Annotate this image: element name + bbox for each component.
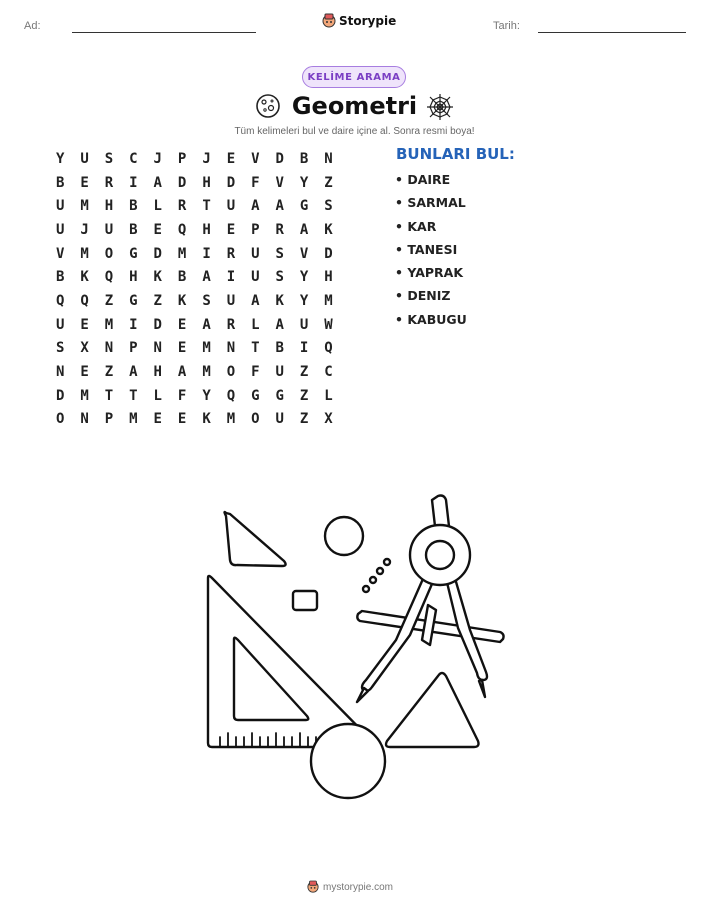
grid-cell[interactable]: A: [275, 198, 284, 215]
grid-cell[interactable]: X: [80, 340, 89, 357]
grid-cell[interactable]: U: [55, 221, 65, 238]
grid-cell[interactable]: E: [226, 221, 236, 238]
grid-cell[interactable]: U: [275, 364, 284, 381]
grid-cell[interactable]: C: [129, 150, 138, 167]
grid-cell[interactable]: Q: [80, 292, 89, 309]
grid-cell[interactable]: U: [226, 292, 236, 309]
grid-cell[interactable]: I: [299, 340, 309, 357]
grid-cell[interactable]: S: [275, 269, 284, 286]
grid-cell[interactable]: K: [275, 292, 284, 309]
grid-cell[interactable]: N: [153, 340, 162, 357]
grid-cell[interactable]: A: [202, 269, 211, 286]
word-list-item: • YAPRAK: [395, 263, 467, 286]
grid-cell[interactable]: K: [202, 411, 211, 428]
word-list-item: • KAR: [395, 217, 467, 240]
grid-cell[interactable]: B: [55, 174, 65, 191]
name-line[interactable]: [72, 32, 256, 33]
grid-cell[interactable]: D: [55, 387, 65, 404]
grid-cell[interactable]: Z: [299, 387, 309, 404]
grid-cell[interactable]: E: [80, 174, 89, 191]
grid-cell[interactable]: C: [324, 364, 333, 381]
grid-cell[interactable]: N: [324, 150, 333, 167]
instructions: Tüm kelimeleri bul ve daire içine al. Sonra resmi boya!: [234, 126, 475, 137]
grid-cell[interactable]: E: [153, 221, 162, 238]
grid-cell[interactable]: K: [177, 292, 187, 309]
grid-cell[interactable]: M: [226, 411, 236, 428]
geometry-tools-coloring-image[interactable]: [200, 490, 510, 805]
grid-cell[interactable]: S: [324, 198, 333, 215]
grid-cell[interactable]: V: [299, 245, 309, 262]
grid-cell[interactable]: S: [202, 292, 211, 309]
grid-cell[interactable]: B: [129, 198, 138, 215]
grid-cell[interactable]: O: [104, 245, 114, 262]
grid-cell[interactable]: B: [177, 269, 187, 286]
spiderweb-icon: [426, 93, 454, 121]
word-search-grid[interactable]: [48, 147, 341, 431]
grid-cell[interactable]: I: [129, 174, 138, 191]
grid-cell[interactable]: G: [251, 387, 260, 404]
grid-cell[interactable]: K: [153, 269, 162, 286]
grid-cell[interactable]: J: [202, 150, 211, 167]
grid-cell[interactable]: T: [129, 387, 138, 404]
grid-cell[interactable]: F: [251, 174, 260, 191]
grid-cell[interactable]: B: [129, 221, 138, 238]
large-circle-shape: [311, 724, 385, 798]
grid-cell[interactable]: L: [153, 387, 162, 404]
grid-cell[interactable]: M: [80, 245, 89, 262]
logo-text: Storypie: [339, 14, 397, 28]
grid-cell[interactable]: V: [275, 174, 284, 191]
grid-cell[interactable]: Q: [177, 221, 187, 238]
grid-cell[interactable]: N: [226, 340, 236, 357]
grid-cell[interactable]: E: [177, 316, 187, 333]
grid-cell[interactable]: H: [202, 174, 211, 191]
grid-cell[interactable]: L: [251, 316, 260, 333]
grid-cell[interactable]: D: [226, 174, 236, 191]
grid-cell[interactable]: M: [202, 340, 211, 357]
grid-cell[interactable]: Z: [299, 364, 309, 381]
grid-cell[interactable]: T: [104, 387, 114, 404]
small-circle-shape: [325, 517, 363, 555]
triangle-shape: [386, 673, 479, 747]
grid-cell[interactable]: D: [153, 316, 162, 333]
grid-cell[interactable]: B: [299, 150, 309, 167]
grid-cell[interactable]: H: [202, 221, 211, 238]
grid-cell[interactable]: D: [275, 150, 284, 167]
word-list-item: • DAIRE: [395, 170, 467, 193]
word-list-item: • SARMAL: [395, 193, 467, 216]
grid-cell[interactable]: Y: [55, 150, 65, 167]
grid-cell[interactable]: M: [129, 411, 138, 428]
grid-cell[interactable]: P: [104, 411, 114, 428]
grid-cell[interactable]: J: [80, 221, 89, 238]
small-triangle-shape: [225, 512, 286, 566]
grid-cell[interactable]: N: [104, 340, 114, 357]
grid-cell[interactable]: H: [104, 198, 114, 215]
grid-cell[interactable]: I: [226, 269, 236, 286]
grid-cell[interactable]: R: [226, 316, 236, 333]
grid-cell[interactable]: R: [226, 245, 236, 262]
grid-cell[interactable]: Z: [104, 364, 114, 381]
grid-cell[interactable]: A: [275, 316, 284, 333]
grid-cell[interactable]: H: [324, 269, 333, 286]
grid-cell[interactable]: Y: [299, 292, 309, 309]
grid-cell[interactable]: U: [104, 221, 114, 238]
grid-cell[interactable]: Y: [202, 387, 211, 404]
grid-cell[interactable]: M: [80, 198, 89, 215]
grid-cell[interactable]: R: [275, 221, 284, 238]
grid-cell[interactable]: A: [251, 292, 260, 309]
set-square-ruler: [208, 576, 373, 747]
grid-cell[interactable]: Y: [299, 174, 309, 191]
storypie-mascot-icon: [322, 13, 336, 29]
grid-cell[interactable]: I: [129, 316, 138, 333]
word-list-item: • DENIZ: [395, 286, 467, 309]
page-title: Geometri: [291, 92, 418, 120]
grid-cell[interactable]: N: [80, 411, 89, 428]
grid-cell[interactable]: I: [202, 245, 211, 262]
grid-cell[interactable]: M: [104, 316, 114, 333]
grid-cell[interactable]: U: [251, 245, 260, 262]
word-list-item: • TANESI: [395, 240, 467, 263]
grid-cell[interactable]: D: [324, 245, 333, 262]
grid-cell[interactable]: Y: [299, 269, 309, 286]
grid-cell[interactable]: E: [153, 411, 162, 428]
grid-cell[interactable]: M: [177, 245, 187, 262]
grid-cell[interactable]: Z: [324, 174, 333, 191]
date-label: Tarih:: [493, 20, 520, 32]
grid-cell[interactable]: F: [251, 364, 260, 381]
grid-cell[interactable]: T: [251, 340, 260, 357]
grid-cell[interactable]: M: [80, 387, 89, 404]
grid-cell[interactable]: K: [80, 269, 89, 286]
grid-cell[interactable]: E: [80, 316, 89, 333]
grid-cell[interactable]: K: [324, 221, 333, 238]
grid-cell[interactable]: U: [251, 269, 260, 286]
grid-cell[interactable]: A: [202, 316, 211, 333]
grid-cell[interactable]: Z: [299, 411, 309, 428]
grid-cell[interactable]: S: [104, 150, 114, 167]
grid-cell[interactable]: A: [153, 174, 162, 191]
grid-cell[interactable]: E: [226, 150, 236, 167]
footer: [307, 880, 393, 894]
grid-cell[interactable]: M: [324, 292, 333, 309]
grid-cell[interactable]: N: [55, 364, 65, 381]
grid-cell[interactable]: P: [177, 150, 187, 167]
word-list-item: • KABUGU: [395, 310, 467, 333]
grid-cell[interactable]: L: [324, 387, 333, 404]
grid-cell[interactable]: A: [177, 364, 187, 381]
grid-cell[interactable]: G: [129, 245, 138, 262]
grid-cell[interactable]: V: [55, 245, 65, 262]
name-label: Ad:: [24, 20, 41, 32]
grid-cell[interactable]: Z: [104, 292, 114, 309]
grid-cell[interactable]: E: [177, 411, 187, 428]
grid-cell[interactable]: D: [153, 245, 162, 262]
small-square-shape: [293, 591, 317, 610]
grid-cell[interactable]: Q: [55, 292, 65, 309]
grid-cell[interactable]: J: [153, 150, 162, 167]
footer-url: mystorypie.com: [323, 881, 394, 893]
grid-cell[interactable]: T: [202, 198, 211, 215]
grid-cell[interactable]: M: [202, 364, 211, 381]
grid-cell[interactable]: O: [226, 364, 236, 381]
grid-cell[interactable]: P: [129, 340, 138, 357]
storypie-mascot-icon: [307, 880, 319, 894]
grid-cell[interactable]: O: [55, 411, 65, 428]
grid-cell[interactable]: H: [129, 269, 138, 286]
grid-cell[interactable]: S: [55, 340, 65, 357]
grid-cell[interactable]: R: [104, 174, 114, 191]
grid-cell[interactable]: A: [299, 221, 309, 238]
grid-cell[interactable]: Q: [226, 387, 236, 404]
grid-cell[interactable]: D: [177, 174, 187, 191]
kelime-arama-badge: KELİME ARAMA: [302, 66, 406, 88]
grid-cell[interactable]: Q: [324, 340, 333, 357]
grid-cell[interactable]: G: [129, 292, 138, 309]
grid-cell[interactable]: U: [275, 411, 284, 428]
grid-cell[interactable]: L: [153, 198, 162, 215]
grid-cell[interactable]: B: [275, 340, 284, 357]
grid-cell[interactable]: U: [299, 316, 309, 333]
grid-cell[interactable]: U: [80, 150, 89, 167]
grid-cell[interactable]: G: [275, 387, 284, 404]
grid-cell[interactable]: U: [55, 316, 65, 333]
grid-cell[interactable]: V: [251, 150, 260, 167]
word-list-title: BUNLARI BUL:: [396, 145, 515, 163]
grid-cell[interactable]: W: [324, 316, 333, 333]
grid-cell[interactable]: A: [129, 364, 138, 381]
grid-cell[interactable]: X: [324, 411, 333, 428]
grid-cell[interactable]: Q: [104, 269, 114, 286]
grid-cell[interactable]: F: [177, 387, 187, 404]
grid-cell[interactable]: E: [177, 340, 187, 357]
grid-cell[interactable]: U: [226, 198, 236, 215]
word-list: [395, 170, 467, 333]
grid-cell[interactable]: S: [275, 245, 284, 262]
grid-cell[interactable]: B: [55, 269, 65, 286]
grid-cell[interactable]: G: [299, 198, 309, 215]
grid-cell[interactable]: A: [251, 198, 260, 215]
grid-cell[interactable]: E: [80, 364, 89, 381]
storypie-logo: [322, 13, 396, 29]
grid-cell[interactable]: R: [177, 198, 187, 215]
grid-cell[interactable]: P: [251, 221, 260, 238]
grid-cell[interactable]: O: [251, 411, 260, 428]
grid-cell[interactable]: H: [153, 364, 162, 381]
grid-cell[interactable]: U: [55, 198, 65, 215]
date-line[interactable]: [538, 32, 686, 33]
grid-cell[interactable]: Z: [153, 292, 162, 309]
